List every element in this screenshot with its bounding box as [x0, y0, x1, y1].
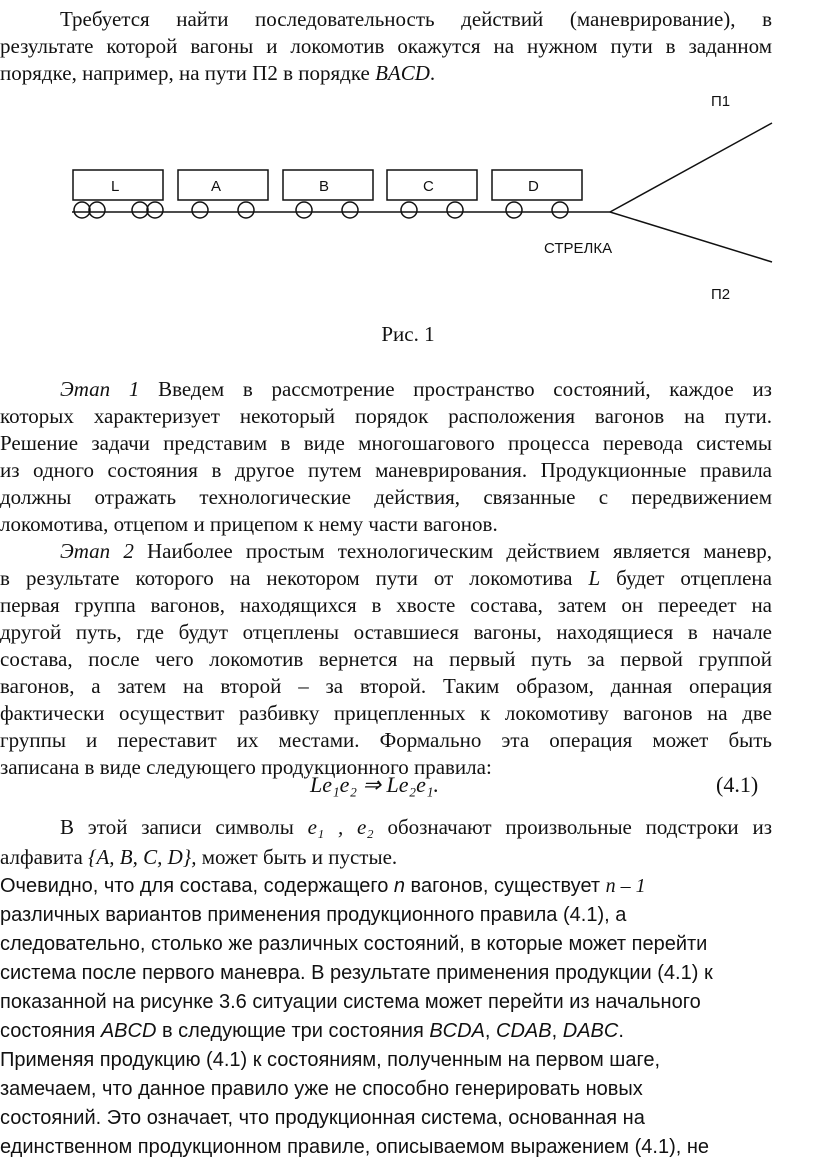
- stage2-line-3: первая группа вагонов, находящихся в хвосте состава, затем он переедет на: [0, 593, 772, 617]
- wheel: [552, 202, 568, 218]
- car-a-body: [178, 170, 268, 200]
- stage2-line-2: [0, 565, 772, 592]
- car-label-d: D: [528, 178, 539, 195]
- car-label-a: A: [211, 178, 222, 195]
- stage1-line-1: [60, 376, 772, 403]
- track-label-p1: П1: [711, 93, 731, 110]
- stage2-line-5: состава, после чего локомотив вернется на первый путь за первой группой: [0, 647, 772, 671]
- target-order: BACD: [375, 61, 430, 85]
- wheel: [447, 202, 463, 218]
- intro-line-3-text: порядке, например, на пути П2 в порядке: [0, 61, 376, 85]
- n-symbol: n: [393, 875, 405, 897]
- railway-figure: [0, 90, 816, 320]
- branch-p1: [610, 123, 772, 212]
- locomotive-symbol: L: [588, 566, 601, 590]
- figure-caption: Рис. 1: [381, 322, 435, 346]
- stage1-label: Этап 1: [60, 377, 140, 401]
- n-minus-one: n – 1: [605, 875, 646, 897]
- intro-line-2: результате которой вагоны и локомотив окажутся на нужном пути в заданном: [0, 34, 772, 58]
- intro-line-3-end: .: [429, 61, 436, 85]
- wheel: [401, 202, 417, 218]
- stage2-line-9: записана в виде следующего продукционного правила:: [0, 755, 492, 779]
- state-cdab: CDAB: [496, 1020, 552, 1042]
- analysis-line-2: различных вариантов применения продукционного правила (4.1), а: [0, 904, 627, 926]
- switch-label: СТРЕЛКА: [544, 240, 613, 257]
- analysis-line-3: следовательно, столько же различных состояний, в которые может перейти: [0, 933, 708, 955]
- wheel: [74, 202, 90, 218]
- state-abcd: ABCD: [100, 1020, 157, 1042]
- analysis-line-8: замечаем, что данное правило уже не способно генерировать новых: [0, 1078, 643, 1100]
- stage2-line-6: вагонов, а затем на второй – за второй. Таким образом, данная операция: [0, 674, 772, 698]
- analysis-line-4: система после первого маневра. В результате применения продукции (4.1) к: [0, 962, 713, 984]
- symbols-line-2: [0, 844, 397, 871]
- analysis-line-7: Применяя продукцию (4.1) к состояниям, полученным на первом шаге,: [0, 1049, 661, 1071]
- intro-line-1: Требуется найти последовательность действий (маневрирование), в: [60, 7, 772, 31]
- wheel: [192, 202, 208, 218]
- wheel: [342, 202, 358, 218]
- wheel: [296, 202, 312, 218]
- stage2-line-1-text: Наиболее простым технологическим действием является маневр,: [133, 539, 772, 563]
- wheel: [132, 202, 148, 218]
- stage1-line-4: из одного состояния в другое путем маневрирования. Продукционные правила: [0, 458, 772, 482]
- state-dabc: DABC: [562, 1020, 619, 1042]
- stage1-line-2: которых характеризует некоторый порядок расположения вагонов на пути.: [0, 404, 772, 428]
- car-label-l: L: [111, 178, 120, 195]
- stage2-line-2-end: будет отцеплена: [600, 566, 772, 590]
- analysis-line-1-mid: вагонов, существует: [405, 875, 606, 897]
- analysis-line-6-mid: в следующие три состояния: [156, 1020, 430, 1042]
- wheel: [147, 202, 163, 218]
- stage1-line-3: Решение задачи представим в виде многошагового процесса перевода системы: [0, 431, 772, 455]
- analysis-line-9: состояний. Это означает, что продукционная система, основанная на: [0, 1107, 645, 1129]
- branch-p2: [610, 212, 772, 262]
- car-label-c: C: [423, 178, 434, 195]
- state-bcda: BCDA: [429, 1020, 485, 1042]
- stage1-line-5: должны отражать технологические действия, связанные с передвижением: [0, 485, 772, 509]
- wheel: [506, 202, 522, 218]
- stage2-label: Этап 2: [60, 539, 134, 563]
- intro-line-3: [0, 60, 435, 87]
- formula-number: (4.1): [716, 772, 759, 797]
- symbols-line-1-text: В этой записи символы: [60, 815, 308, 839]
- analysis-line-10: единственном продукционном правиле, описываемом выражением (4.1), не: [0, 1136, 710, 1158]
- car-label-b: B: [319, 178, 330, 195]
- stage2-line-1: [60, 538, 772, 565]
- separator: ,: [551, 1020, 563, 1042]
- analysis-line-1-text: Очевидно, что для состава, содержащего: [0, 875, 394, 897]
- analysis-line-1: [0, 872, 646, 901]
- analysis-line-5: показанной на рисунке 3.6 ситуации система может перейти из начального: [0, 991, 701, 1013]
- wheel: [89, 202, 105, 218]
- substring-symbols: e₁ , e₂: [307, 815, 374, 839]
- analysis-line-6: [0, 1017, 624, 1046]
- stage1-line-1-text: Введем в рассмотрение пространство состояний, каждое из: [139, 377, 772, 401]
- stage2-line-2-text: в результате которого на некотором пути от локомотива: [0, 566, 589, 590]
- analysis-line-6-text: состояния: [0, 1020, 101, 1042]
- stage2-line-8: группы и переставит их местами. Формально эта операция может быть: [0, 728, 772, 752]
- formula-expression: Le₁e₂ ⇒ Le₂e₁.: [310, 772, 440, 797]
- track-label-p2: П2: [711, 286, 731, 303]
- alphabet-set: {A, B, C, D},: [88, 845, 197, 869]
- stage2-line-7: фактически осуществит разбивку прицепленных к локомотиву вагонов на две: [0, 701, 772, 725]
- separator: ,: [484, 1020, 497, 1042]
- period: .: [618, 1020, 624, 1042]
- symbols-line-2-end: может быть и пустые.: [196, 845, 398, 869]
- symbols-line-1-end: обозначают произвольные подстроки из: [373, 815, 772, 839]
- symbols-line-2-text: алфавита: [0, 845, 89, 869]
- stage1-line-6: локомотива, отцепом и прицепом к нему части вагонов.: [0, 512, 498, 536]
- stage2-line-4: другой путь, где будут отцеплены оставшиеся вагоны, находящиеся в начале: [0, 620, 772, 644]
- wheel: [238, 202, 254, 218]
- symbols-line-1: [60, 814, 772, 841]
